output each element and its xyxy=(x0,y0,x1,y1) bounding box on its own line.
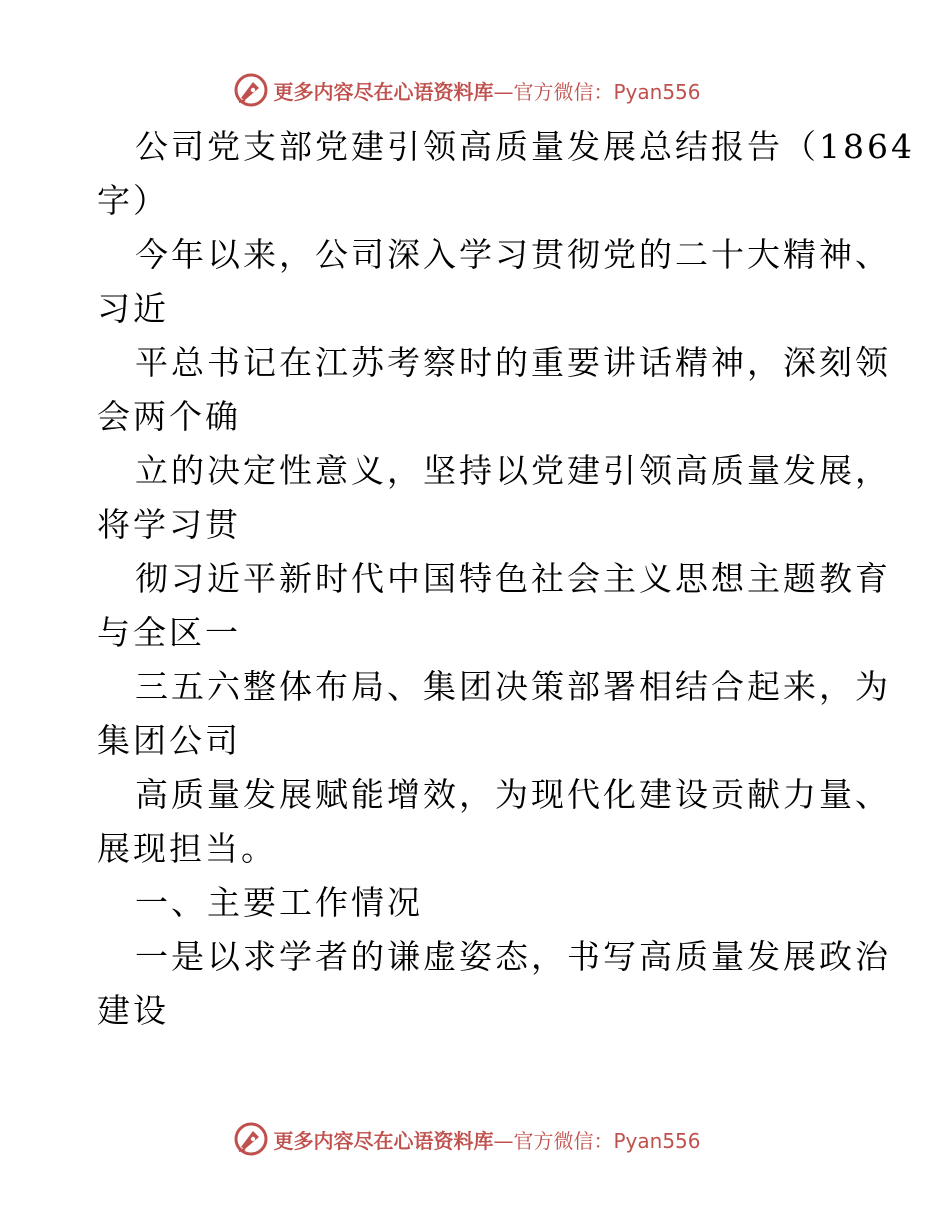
document-line: 字） xyxy=(97,181,169,220)
watermark-wechat-label: 官方微信： xyxy=(513,79,614,104)
watermark-separator: — xyxy=(493,79,514,104)
document-line: 立的决定性意义，坚持以党建引领高质量发展， xyxy=(135,451,891,490)
watermark-separator: — xyxy=(493,1128,514,1153)
document-line: 彻习近平新时代中国特色社会主义思想主题教育 xyxy=(135,559,891,598)
watermark-banner-bottom xyxy=(0,1119,950,1159)
document-body xyxy=(97,120,915,1038)
watermark-main-text: 更多内容尽在心语资料库 xyxy=(273,1128,494,1153)
document-line: 将学习贯 xyxy=(97,505,241,544)
document-line: 今年以来，公司深入学习贯彻党的二十大精神、 xyxy=(135,235,891,274)
pen-nib-logo-icon xyxy=(233,72,269,108)
document-line: 三五六整体布局、集团决策部署相结合起来，为 xyxy=(135,667,891,706)
document-line: 与全区一 xyxy=(97,613,241,652)
watermark-content xyxy=(233,72,700,108)
watermark-text xyxy=(273,76,700,105)
watermark-content xyxy=(233,1121,700,1157)
document-line: 平总书记在江苏考察时的重要讲话精神，深刻领 xyxy=(135,343,891,382)
watermark-main-text: 更多内容尽在心语资料库 xyxy=(273,79,494,104)
document-line: 一是以求学者的谦虚姿态，书写高质量发展政治 xyxy=(135,937,891,976)
document-line: 集团公司 xyxy=(97,721,241,760)
document-line: 高质量发展赋能增效，为现代化建设贡献力量、 xyxy=(135,775,891,814)
document-line: 习近 xyxy=(97,289,169,328)
document-line: 公司党支部党建引领高质量发展总结报告（1864 xyxy=(135,127,915,166)
watermark-wechat-id: Pyan556 xyxy=(613,79,701,104)
watermark-wechat-label: 官方微信： xyxy=(513,1128,614,1153)
watermark-wechat-id: Pyan556 xyxy=(613,1128,701,1153)
document-line: 一、主要工作情况 xyxy=(135,883,423,922)
document-line: 会两个确 xyxy=(97,397,241,436)
watermark-text xyxy=(273,1125,700,1154)
pen-nib-logo-icon xyxy=(233,1121,269,1157)
watermark-banner-top xyxy=(0,70,950,110)
document-line: 展现担当。 xyxy=(97,829,277,868)
document-line: 建设 xyxy=(97,991,169,1030)
